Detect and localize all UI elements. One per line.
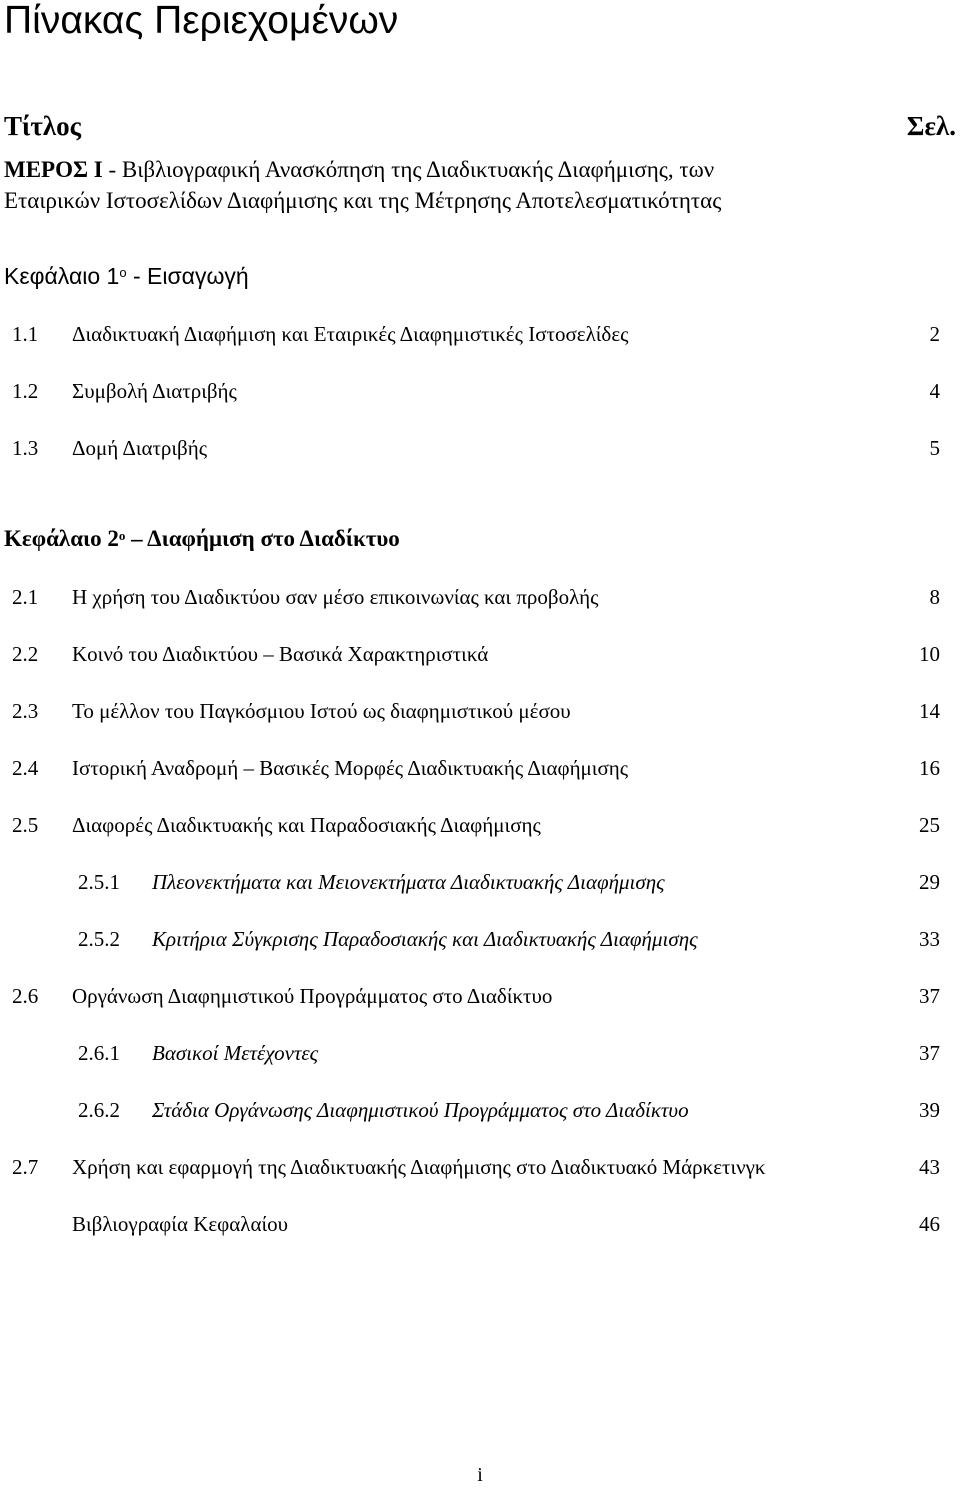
toc-entry-label: Το μέλλον του Παγκόσμιου Ιστού ως διαφημιστικού μέσου	[72, 699, 571, 723]
toc-entry-label: Διαφορές Διαδικτυακής και Παραδοσιακής Διαφήμισης	[72, 813, 541, 837]
chapter-2-ordinal: ο	[118, 528, 126, 543]
toc-entry-number: 2.7	[12, 1155, 39, 1179]
toc-entry-label: Συμβολή Διατριβής	[72, 379, 237, 403]
toc-entry-page: 2	[929, 322, 940, 346]
toc-entry-label: Χρήση και εφαρμογή της Διαδικτυακής Διαφήμισης στο Διαδικτυακό Μάρκετινγκ	[72, 1155, 766, 1179]
toc-entry-label: Πλεονεκτήματα και Μειονεκτήματα Διαδικτυακής Διαφήμισης	[152, 870, 665, 894]
toc-entry-label: Κριτήρια Σύγκρισης Παραδοσιακής και Διαδικτυακής Διαφήμισης	[152, 927, 698, 951]
toc-entry-page: 33	[919, 927, 940, 951]
toc-entry-number: 1.2	[12, 379, 39, 403]
toc-entry[interactable]	[0, 320, 960, 348]
toc-entry[interactable]	[0, 377, 960, 405]
toc-subentry[interactable]	[0, 1039, 960, 1067]
toc-entry-number: 2.4	[12, 756, 39, 780]
toc-entry-page: 10	[919, 642, 940, 666]
chapter-1-title: - Εισαγωγή	[126, 263, 249, 289]
toc-subentry[interactable]	[0, 1096, 960, 1124]
toc-entry-number: 2.6.1	[78, 1041, 120, 1065]
toc-entry-label: Βασικοί Μετέχοντες	[152, 1041, 319, 1065]
toc-entry-number: 1.1	[12, 322, 39, 346]
toc-entry-number: 1.3	[12, 436, 39, 460]
toc-entry-page: 46	[919, 1212, 940, 1236]
toc-entry-page: 29	[919, 870, 940, 894]
toc-entry-label: Δομή Διατριβής	[72, 436, 208, 460]
part-heading-line-2: Εταιρικών Ιστοσελίδων Διαφήμισης και της Μέτρησης Αποτελεσματικότητας	[4, 188, 722, 213]
toc-entry-number: 2.1	[12, 585, 39, 609]
toc-subentry[interactable]	[0, 925, 960, 953]
toc-entry-label: Οργάνωση Διαφημιστικού Προγράμματος στο Διαδίκτυο	[72, 984, 553, 1008]
toc-entry[interactable]	[0, 434, 960, 462]
toc-entry-page: 25	[919, 813, 940, 837]
toc-entry-page: 39	[919, 1098, 940, 1122]
chapter-2-heading	[4, 525, 400, 553]
chapter-2-prefix: Κεφάλαιο 2	[4, 526, 119, 551]
toc-entry[interactable]	[0, 697, 960, 725]
toc-entry[interactable]	[0, 754, 960, 782]
page-title: Πίνακας Περιεχομένων	[4, 0, 399, 42]
toc-entry-page: 5	[929, 436, 940, 460]
toc-entry[interactable]	[0, 1153, 960, 1181]
column-header-page: Σελ.	[906, 111, 956, 141]
toc-entry-number: 2.6	[12, 984, 39, 1008]
toc-entry-page: 37	[919, 1041, 940, 1065]
toc-entry-page: 8	[929, 585, 940, 609]
toc-entry-label: Διαδικτυακή Διαφήμιση και Εταιρικές Διαφημιστικές Ιστοσελίδες	[72, 322, 629, 346]
toc-entry[interactable]	[0, 583, 960, 611]
chapter-1-heading	[4, 262, 249, 290]
toc-entry-label: Ιστορική Αναδρομή – Βασικές Μορφές Διαδικτυακής Διαφήμισης	[72, 756, 629, 780]
toc-entry[interactable]	[0, 811, 960, 839]
part-label: ΜΕΡΟΣ Ι	[4, 157, 103, 182]
chapter-1-prefix: Κεφάλαιο 1	[4, 263, 120, 289]
toc-entry-page: 37	[919, 984, 940, 1008]
column-header-title: Τίτλος	[4, 111, 81, 141]
page-number-footer: i	[477, 1464, 483, 1486]
toc-entry-label: Η χρήση του Διαδικτύου σαν μέσο επικοινωνίας και προβολής	[72, 585, 599, 609]
toc-entry-number: 2.5.1	[78, 870, 120, 894]
toc-entry-label: Κοινό του Διαδικτύου – Βασικά Χαρακτηριστικά	[72, 642, 489, 666]
toc-entry-page: 4	[929, 379, 940, 403]
toc-subentry[interactable]	[0, 868, 960, 896]
toc-entry-label: Βιβλιογραφία Κεφαλαίου	[72, 1212, 289, 1236]
toc-entry-page: 14	[919, 699, 940, 723]
toc-entry-number: 2.5	[12, 813, 39, 837]
toc-entry-page: 43	[919, 1155, 940, 1179]
part-title-part-1: - Βιβλιογραφική Ανασκόπηση της Διαδικτυακής Διαφήμισης, των	[102, 157, 715, 182]
toc-entry[interactable]	[0, 982, 960, 1010]
chapter-2-title: – Διαφήμιση στο Διαδίκτυο	[125, 526, 400, 551]
chapter-1-ordinal: ο	[119, 265, 127, 280]
toc-entry-number: 2.3	[12, 699, 39, 723]
toc-entry-number: 2.2	[12, 642, 39, 666]
part-heading-line-1	[4, 156, 714, 184]
toc-entry-label: Στάδια Οργάνωσης Διαφημιστικού Προγράμματος στο Διαδίκτυο	[152, 1098, 689, 1122]
toc-entry-number: 2.6.2	[78, 1098, 120, 1122]
toc-entry[interactable]	[0, 640, 960, 668]
toc-entry-page: 16	[919, 756, 940, 780]
toc-entry-number: 2.5.2	[78, 927, 120, 951]
toc-entry[interactable]	[0, 1210, 960, 1238]
